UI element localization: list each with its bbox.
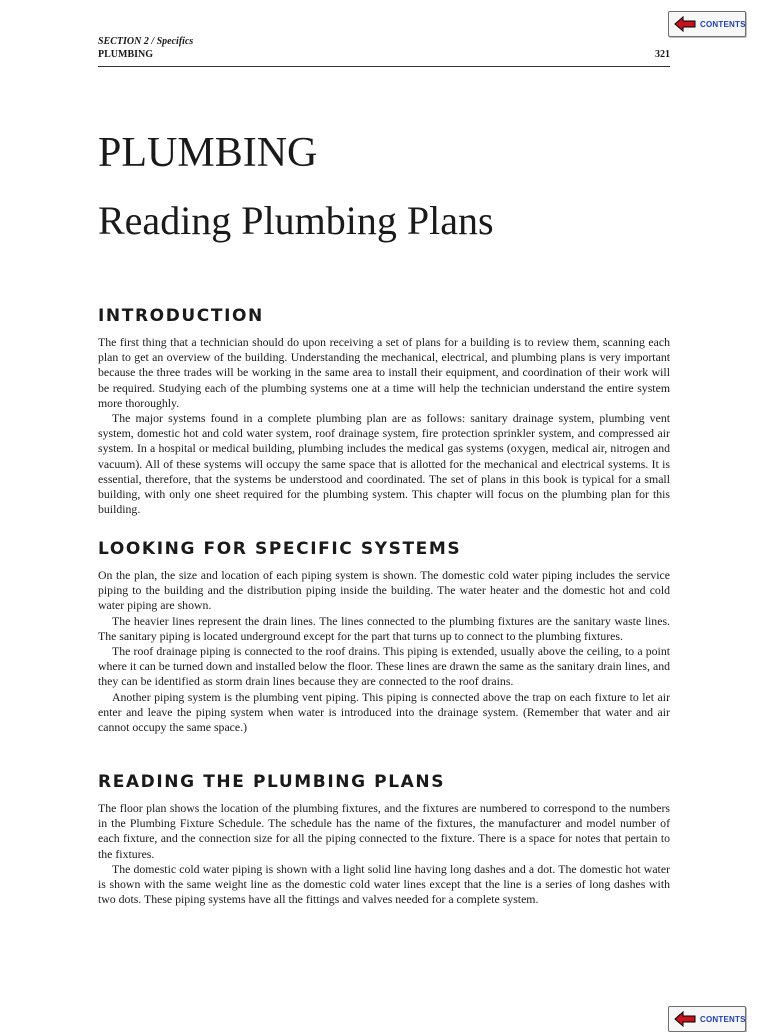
running-head-chapter: PLUMBING	[98, 49, 153, 60]
section-heading-specific-systems: LOOKING FOR SPECIFIC SYSTEMS	[98, 539, 462, 559]
section-body-reading-plans	[98, 801, 670, 907]
contents-label: CONTENTS	[700, 19, 746, 29]
paragraph: The major systems found in a complete plumbing plan are as follows: sanitary drainage system, plumbing vent system, domestic hot and cold water system, roof drainage system, fire protection sprinkler system, and compressed air system. In a hospital or medical building, plumbing includes the medical gas systems (oxygen, medical air, nitrogen and vacuum). All of these systems will occupy the same space that is allotted for the mechanical and electrical systems. It is essential, therefore, that the systems be understood and coordinated. The set of plans in this book is typical for a small building, with only one sheet required for the plumbing system. This chapter will focus on the plumbing plan for this building.	[98, 411, 670, 517]
page-number: 321	[655, 49, 670, 60]
contents-button-bottom[interactable]	[668, 1006, 746, 1032]
paragraph: On the plan, the size and location of each piping system is shown. The domestic cold water piping includes the service piping to the building and the distribution piping inside the building. The water heater and the domestic hot and cold water piping are shown.	[98, 568, 670, 613]
section-heading-reading-plans: READING THE PLUMBING PLANS	[98, 772, 446, 792]
header-rule	[98, 66, 670, 67]
section-body-specific-systems	[98, 568, 670, 735]
section-body-introduction	[98, 335, 670, 517]
paragraph: The roof drainage piping is connected to the roof drains. This piping is extended, usually above the ceiling, to a point where it can be turned down and installed below the floor. These lines are drawn the same as the sanitary drain lines, and they can be identified as storm drain lines because they are connected to the roof drains.	[98, 644, 670, 689]
arrow-left-icon	[674, 16, 696, 32]
contents-label: CONTENTS	[700, 1014, 746, 1024]
arrow-left-icon	[674, 1011, 696, 1027]
running-head-section: SECTION 2 / Specifics	[98, 36, 194, 47]
paragraph: Another piping system is the plumbing vent piping. This piping is connected above the trap on each fixture to let air enter and leave the piping system when water is introduced into the drainage system. (Remember that water and air cannot occupy the same space.)	[98, 689, 670, 735]
contents-button-top[interactable]	[668, 11, 746, 37]
paragraph: The heavier lines represent the drain lines. The lines connected to the plumbing fixtures are the sanitary waste lines. The sanitary piping is located underground except for the part that turns up to connect to the plumbing fixtures.	[98, 613, 670, 643]
section-heading-introduction: INTRODUCTION	[98, 306, 264, 326]
paragraph: The floor plan shows the location of the plumbing fixtures, and the fixtures are numbered to correspond to the numbers in the Plumbing Fixture Schedule. The schedule has the name of the fixtures, the manufacturer and model number of each fixture, and the connection size for all the piping connected to the fixture. There is a space for notes that pertain to the fixtures.	[98, 801, 670, 861]
chapter-title: PLUMBING	[98, 130, 318, 176]
paragraph: The first thing that a technician should do upon receiving a set of plans for a building is to review them, scanning each plan to get an overview of the building. Understanding the mechanical, electrical, and plumbing plans is very important because the three trades will be working in the same area to install their equipment, and coordination of their work will be required. Studying each of the plumbing systems one at a time will help the technician understand the entire system more thoroughly.	[98, 335, 670, 410]
chapter-subtitle: Reading Plumbing Plans	[98, 198, 494, 243]
running-head	[98, 36, 670, 62]
paragraph: The domestic cold water piping is shown with a light solid line having long dashes and a dot. The domestic hot water is shown with the same weight line as the domestic cold water lines except that the line is a series of long dashes with two dots. These piping systems have all the fittings and valves needed for a complete system.	[98, 861, 670, 907]
